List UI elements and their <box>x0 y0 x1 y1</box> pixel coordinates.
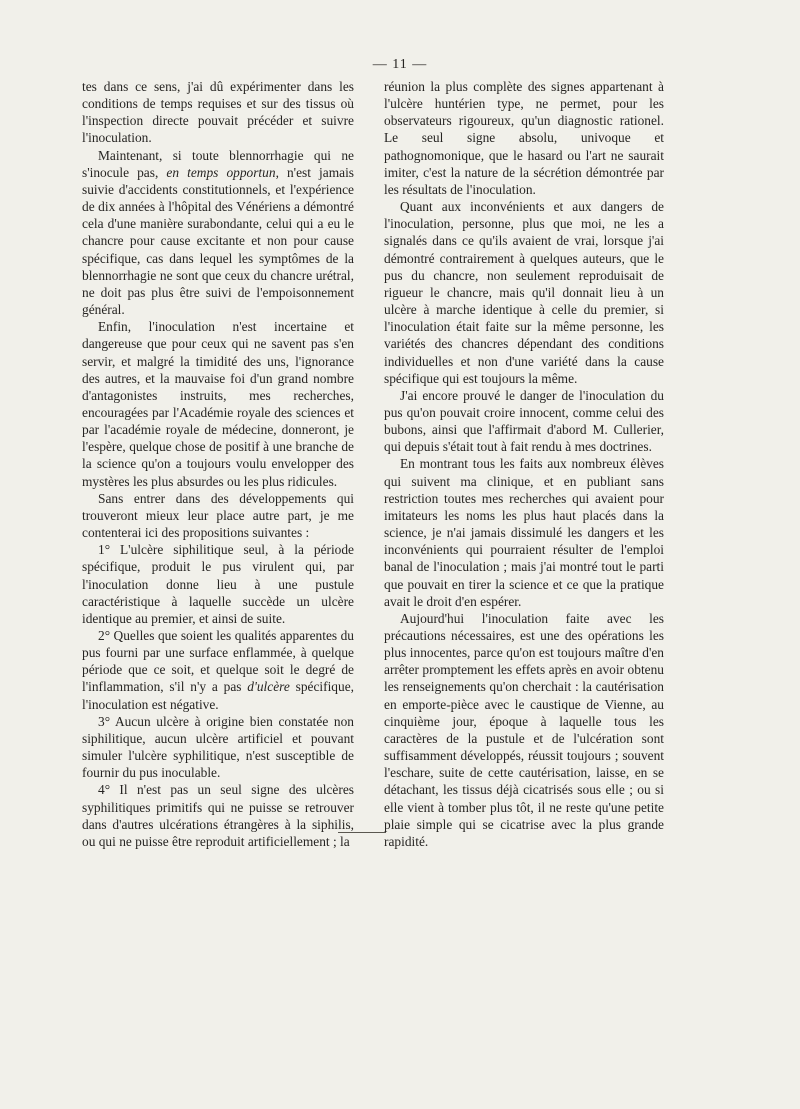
proposition-1: 1° L'ulcère siphilitique seul, à la période spécifique, produit le pus virulent qui, par l'inoculation donne lieu à une pustule caractéristique à laquelle succède un ulcère identique au premier, et ainsi de suite. <box>82 542 354 626</box>
paragraph: Sans entrer dans des développements qui trouveront mieux leur place autre part, je me contenterai ici des propositions suivantes : <box>82 490 354 541</box>
proposition-4: 4° Il n'est pas un seul signe des ulcères syphilitiques primitifs qui ne puisse se retrouver dans d'autres ulcérations étrangères à la siphilis, ou qui ne puisse être reproduit artificiellement ; la <box>82 782 354 849</box>
paragraph: Maintenant, si toute blennorrhagie qui ne s'inocule pas, en temps opportun, n'est jamais suivie d'accidents constitutionnels, et l'expérience de dix années à l'hôpital des Vénériens a démontré cela d'une manière surabondante, celui qui a eu le chancre pour cause excitante et non pour cause spécifique, cas dans lequel les symptômes de la blennorrhagie ne sont que ceux du chancre urétral, ne doit pas plus être suivi de l'empoisonnement général. <box>82 147 355 318</box>
end-rule <box>338 832 386 833</box>
proposition-3: 3° Aucun ulcère à origine bien constatée non siphilitique, aucun ulcère artificiel et pouvant simuler l'ulcère syphilitique, n'est susceptible de fournir du pus inoculable. <box>82 713 354 781</box>
left-text-column <box>82 78 354 850</box>
right-text-column <box>384 78 664 850</box>
paragraph: tes dans ce sens, j'ai dû expérimenter dans les conditions de temps requises et sur des tissus où l'inspection directe pouvait précéder et suivre l'inoculation. <box>82 79 354 146</box>
page-number: — 11 — <box>372 57 428 72</box>
paragraph: J'ai encore prouvé le danger de l'inoculation du pus qu'on pouvait croire innocent, comme celui des bubons, ainsi que l'affirmait d'abord M. Cullerier, qui depuis s'était tout à fait rendu à mes doctrines. <box>384 387 664 455</box>
paragraph: Quant aux inconvénients et aux dangers de l'inoculation, personne, plus que moi, ne les a signalés dans ce qu'ils avaient de vrai, lorsque j'ai démontré contrairement à quelques auteurs, que le pus du chancre, non seulement reproduisait de rigueur le chancre, mais qu'il donnait lieu à un ulcère à marche identique à celle du premier, si l'inoculation était faite sur la même personne, les variétés des chancres dépendant des conditions individuelles et non d'une variété dans la cause spécifique qui est toujours la même. <box>384 199 664 386</box>
paragraph: Enfin, l'inoculation n'est incertaine et dangereuse que pour ceux qui ne savent pas s'en servir, et malgré la timidité des uns, l'ignorance des autres, et la mauvaise foi d'un grand nombre d'antagonistes instruits, mes recherches, encouragées par l'Académie royale des sciences et par l'académie royale de médecine, donneront, je l'espère, quelque chose de positif à une branche de la science qu'on a toujours voulu envelopper des mystères les plus absurdes ou les plus ridicules. <box>82 319 354 489</box>
paragraph: Aujourd'hui l'inoculation faite avec les précautions nécessaires, est une des opérations les plus innocentes, parce qu'on est toujours maître d'en arrêter promptement les effets après en avoir obtenu les renseignements qu'on cherchait : la cautérisation en emporte-pièce avec le caustique de Vienne, au cinquième jour, époque à laquelle tous les caractères de la pustule et de l'ulcération sont suffisamment développés, réussit toujours ; souvent l'eschare, suite de cette cautérisation, laisse, en se détachant, les tissus déjà cicatrisés sous elle ; ou si elle vient à tomber plus tôt, il ne reste qu'une petite plaie simple qui se cicatrise avec la plus grande rapidité. <box>384 610 664 849</box>
paragraph: En montrant tous les faits aux nombreux élèves qui suivent ma clinique, et en publiant sans restriction toutes mes recherches qui avaient pour imitateurs les noms les plus haut placés dans la science, je n'ai jamais dissimulé les dangers et les inconvénients qui pourraient résulter de l'emploi banal de l'inoculation ; mais j'ai montré tout le parti que pouvait en tirer la science et ce que la pratique avait le droit d'en espérer. <box>384 456 664 609</box>
paragraph: réunion la plus complète des signes appartenant à l'ulcère huntérien type, ne permet, pour les observateurs rigoureux, qu'un diagnostic rationel. Le seul signe absolu, univoque et pathognomonique, que le hasard ou l'art ne saurait imiter, c'est la nature de la sécrétion démontrée par les résultats de l'inoculation. <box>384 79 664 197</box>
proposition-2: 2° Quelles que soient les qualités apparentes du pus fourni par une surface enflammée, à quelque période que ce soit, et quelque soit le degré de l'inflammation, s'il n'y a pas d'ulcère spécifique, l'inoculation est négative. <box>82 628 354 712</box>
